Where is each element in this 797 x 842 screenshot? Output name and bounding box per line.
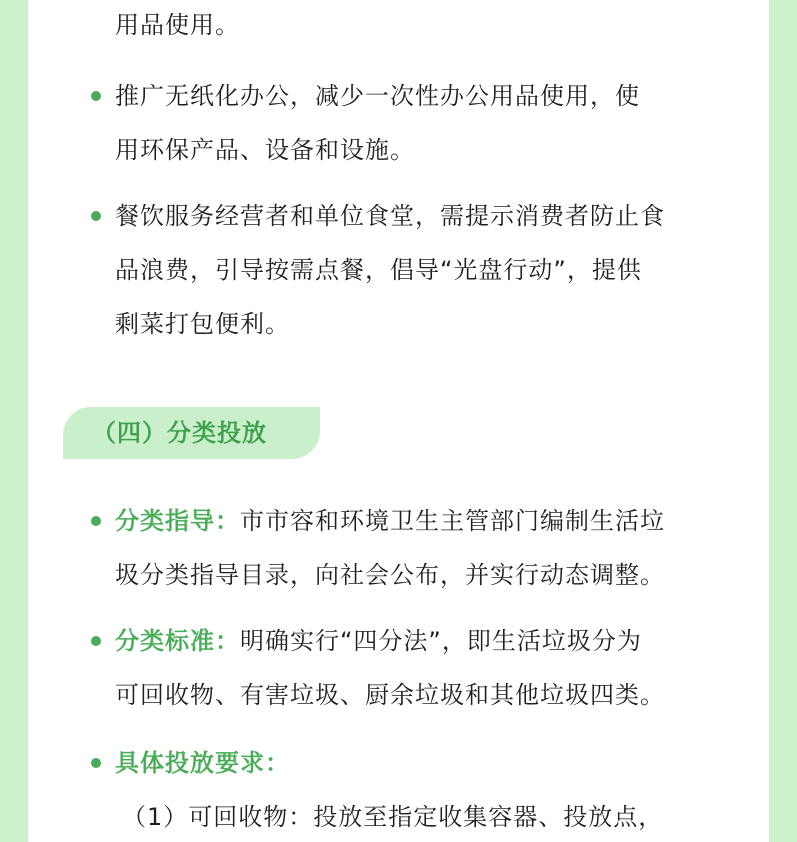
item-2-line-2: 可回收物、有害垃圾、厨余垃圾和其他垃圾四类。 — [115, 681, 665, 709]
item-2-line-1 — [115, 621, 642, 661]
bullet-dot — [91, 516, 101, 526]
bullet-dot — [91, 91, 101, 101]
paragraph-fragment: 用品使用。 — [115, 11, 240, 39]
bullet-1-line-1: 推广无纸化办公，减少一次性办公用品使用，使 — [115, 82, 640, 110]
item-1-label: 分类指导： — [115, 507, 240, 535]
bullet-dot — [91, 636, 101, 646]
left-margin-band — [0, 0, 28, 842]
item-2-text: 明确实行“四分法”，即生活垃圾分为 — [240, 627, 642, 655]
bullet-dot — [91, 758, 101, 768]
bullet-2-line-3: 剩菜打包便利。 — [115, 310, 290, 338]
item-1-line-2: 圾分类指导目录，向社会公布，并实行动态调整。 — [115, 561, 665, 589]
item-3-line-1 — [115, 743, 290, 783]
bullet-dot — [91, 211, 101, 221]
right-margin-band — [769, 0, 797, 842]
bullet-1-line-2: 用环保产品、设备和设施。 — [115, 136, 415, 164]
sub-item-recyclables: （1）可回收物：投放至指定收集容器、投放点， — [122, 803, 664, 831]
section-title: （四）分类投放 — [92, 419, 267, 447]
item-1-line-1 — [115, 501, 665, 541]
bullet-2-line-1: 餐饮服务经营者和单位食堂，需提示消费者防止食 — [115, 202, 665, 230]
item-1-text: 市市容和环境卫生主管部门编制生活垃 — [240, 507, 665, 535]
item-2-label: 分类标准： — [115, 627, 240, 655]
item-3-label: 具体投放要求： — [115, 749, 290, 777]
bullet-2-line-2: 品浪费，引导按需点餐，倡导“光盘行动”，提供 — [115, 256, 642, 284]
